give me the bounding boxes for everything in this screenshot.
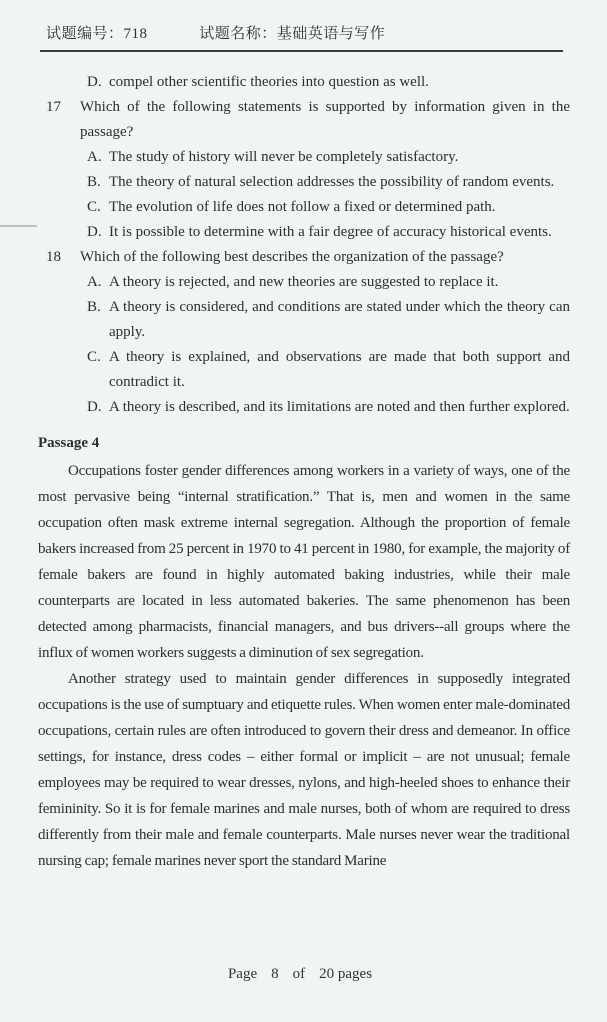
option-d (87, 395, 570, 420)
continued-option-d (87, 70, 570, 95)
option-text: A theory is considered, and conditions are stated under which the theory can apply. (109, 299, 570, 340)
passage-section (38, 430, 570, 874)
option-b (87, 295, 570, 345)
footer-word-of: of (292, 966, 306, 982)
option-letter: D. (87, 224, 102, 240)
option-text: The study of history will never be completely satisfactory. (109, 149, 459, 165)
option-text: A theory is rejected, and new theories are suggested to replace it. (109, 274, 499, 290)
question-body (80, 95, 570, 245)
option-letter: A. (87, 149, 102, 165)
exam-number-label: 试题编号：718 (46, 26, 148, 42)
question-body (80, 245, 570, 420)
option-text: A theory is described, and its limitations are noted and then further explored. (109, 399, 570, 415)
option-text: The theory of natural selection addresses the possibility of random events. (109, 174, 555, 190)
option-c (87, 195, 570, 220)
option-letter: A. (87, 274, 102, 290)
question-18 (46, 245, 570, 420)
option-a (87, 145, 570, 170)
option-b (87, 170, 570, 195)
option-text: A theory is explained, and observations are made that both support and contradict it. (109, 349, 570, 390)
question-17 (46, 95, 570, 245)
footer-page-number: 8 (271, 966, 279, 982)
option-letter: C. (87, 349, 101, 365)
exam-title-label: 试题名称：基础英语与写作 (199, 26, 386, 42)
questions-section (46, 70, 570, 420)
question-stem: Which of the following best describes the organization of the passage? (80, 249, 504, 265)
option-text: The evolution of life does not follow a fixed or determined path. (109, 199, 496, 215)
question-number: 17 (46, 99, 61, 115)
question-number: 18 (46, 249, 61, 265)
page-header (40, 22, 563, 52)
option-letter: B. (87, 299, 101, 315)
footer-word-page: Page (227, 966, 258, 982)
footer-total-pages: 20 pages (319, 966, 373, 982)
option-d (87, 220, 570, 245)
passage-paragraph-1: Occupations foster gender differences among workers in a variety of ways, one of the most pervasive being “internal stratification.” That is, men and women in the same occupation often mask extreme internal segregation. Although the proportion of female bakers increased from 25 percent in 1970 to 41 percent in 1980, for example, the majority of female bakers are found in highly automated baking industries, while their male counterparts are located in less automated bakeries. The same phenomenon has been detected among pharmacists, financial managers, and bus drivers--all groups where the influx of women workers suggests a diminution of sex segregation. (38, 463, 570, 661)
option-letter: D. (87, 399, 102, 415)
question-stem: Which of the following statements is supported by information given in the passage? (80, 99, 570, 140)
option-a (87, 270, 570, 295)
scan-artifact-line (0, 225, 37, 227)
option-c (87, 345, 570, 395)
option-text: compel other scientific theories into question as well. (109, 74, 429, 90)
option-letter: B. (87, 174, 101, 190)
option-letter: D. (87, 74, 102, 90)
page-footer (0, 966, 607, 983)
passage-paragraph-2: Another strategy used to maintain gender differences in supposedly integrated occupations is the use of sumptuary and etiquette rules. When women enter male-dominated occupations, certain rules are often introduced to govern their dress and demeanor. In office settings, for instance, dress codes – either formal or implicit – are not unusual; female employees may be required to wear dresses, nylons, and high-heeled shoes to enhance their femininity. So it is for female marines and male nurses, both of whom are required to dress differently from their male and female counterparts. Male nurses never wear the traditional nursing cap; female marines never sport the standard Marine (38, 671, 570, 869)
passage-title: Passage 4 (38, 435, 100, 451)
option-text: It is possible to determine with a fair degree of accuracy historical events. (109, 224, 552, 240)
option-letter: C. (87, 199, 101, 215)
